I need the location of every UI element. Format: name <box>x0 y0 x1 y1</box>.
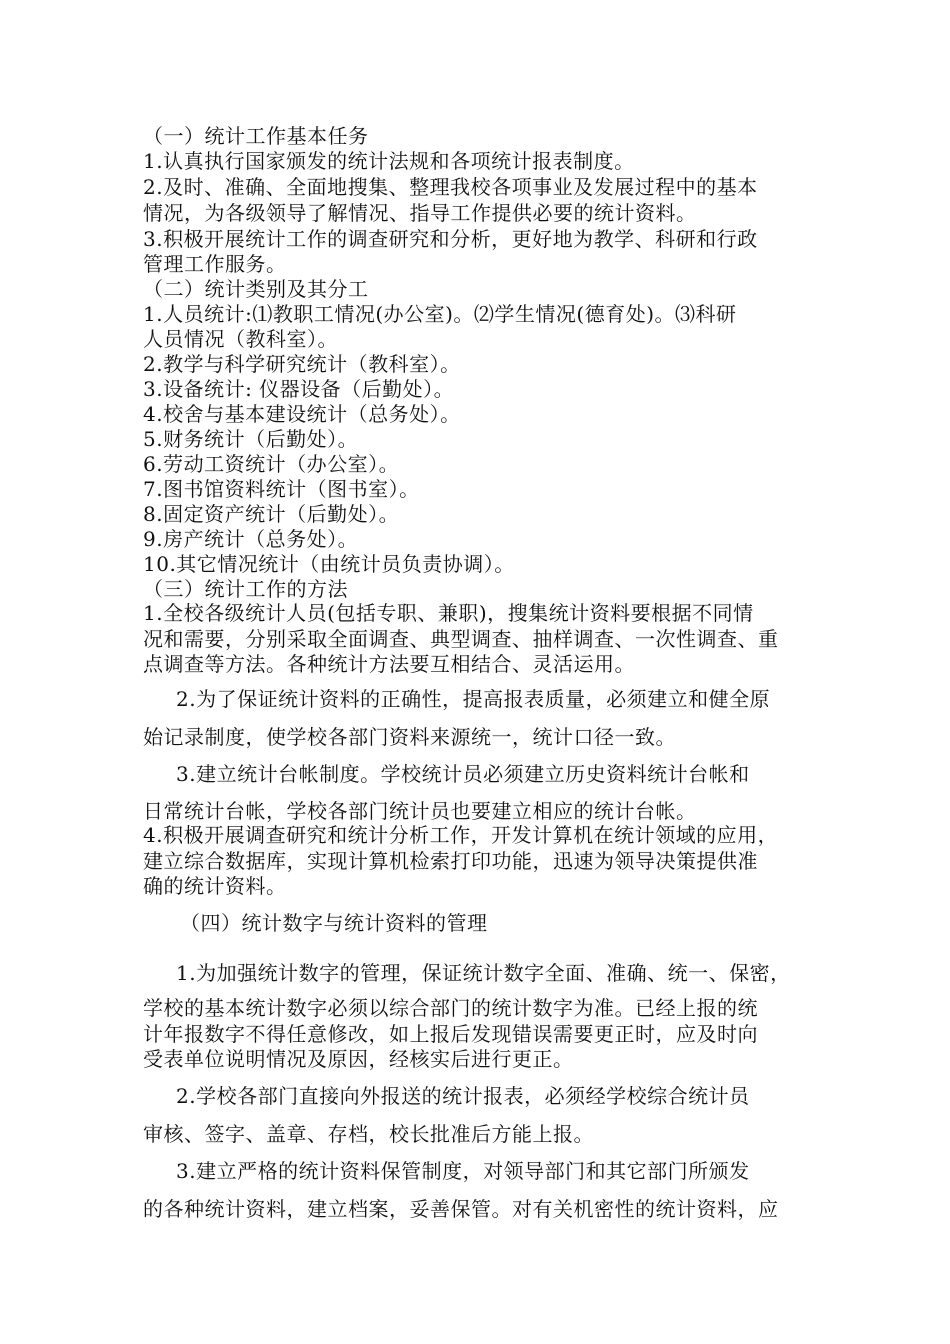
paragraph-line: 3.建立严格的统计资料保管制度，对领导部门和其它部门所颁发 <box>176 1159 750 1183</box>
paragraph-line: 1.全校各级统计人员(包括专职、兼职)，搜集统计资料要根据不同情 <box>143 601 754 625</box>
paragraph-line: 的各种统计资料，建立档案，妥善保管。对有关机密性的统计资料，应 <box>143 1197 779 1221</box>
paragraph-line: 3.建立统计台帐制度。学校统计员必须建立历史资料统计台帐和 <box>176 762 750 786</box>
paragraph-line: 审核、签字、盖章、存档，校长批准后方能上报。 <box>143 1122 594 1146</box>
paragraph-line: 3.积极开展统计工作的调查研究和分析，更好地为教学、科研和行政 <box>143 227 758 251</box>
paragraph-line: 2.及时、准确、全面地搜集、整理我校各项事业及发展过程中的基本 <box>143 175 758 199</box>
paragraph-line: 4.积极开展调查研究和统计分析工作，开发计算机在统计领域的应用， <box>143 823 779 847</box>
paragraph-line: 2.教学与科学研究统计（教科室）。 <box>143 352 461 376</box>
section-heading-1: （一）统计工作基本任务 <box>143 124 369 148</box>
paragraph-line: 计年报数字不得任意修改，如上报后发现错误需要更正时，应及时向 <box>143 1022 758 1046</box>
paragraph-line: 受表单位说明情况及原因，经核实后进行更正。 <box>143 1047 574 1071</box>
paragraph-line: 1.认真执行国家颁发的统计法规和各项统计报表制度。 <box>143 149 635 173</box>
paragraph-line: 9.房产统计（总务处）。 <box>143 527 359 551</box>
paragraph-line: 始记录制度，使学校各部门资料来源统一，统计口径一致。 <box>143 725 676 749</box>
paragraph-line: 2.学校各部门直接向外报送的统计报表，必须经学校综合统计员 <box>176 1084 750 1108</box>
paragraph-line: 1.为加强统计数字的管理，保证统计数字全面、准确、统一、保密， <box>176 961 791 985</box>
paragraph-line: 8.固定资产统计（后勤处）。 <box>143 502 400 526</box>
paragraph-line: 建立综合数据库，实现计算机检索打印功能，迅速为领导决策提供准 <box>143 849 758 873</box>
paragraph-line: 况和需要，分别采取全面调查、典型调查、抽样调查、一次性调查、重 <box>143 627 779 651</box>
paragraph-line: 10.其它情况统计（由统计员负责协调）。 <box>143 552 515 576</box>
paragraph-line: 情况，为各级领导了解情况、指导工作提供必要的统计资料。 <box>143 201 697 225</box>
paragraph-line: 点调查等方法。各种统计方法要互相结合、灵活运用。 <box>143 652 635 676</box>
paragraph-line: 确的统计资料。 <box>143 874 287 898</box>
paragraph-line: 6.劳动工资统计（办公室）。 <box>143 452 400 476</box>
section-heading-4: （四）统计数字与统计资料的管理 <box>180 911 488 935</box>
section-heading-2: （二）统计类别及其分工 <box>143 277 369 301</box>
paragraph-line: 5.财务统计（后勤处）。 <box>143 427 359 451</box>
paragraph-line: 管理工作服务。 <box>143 252 287 276</box>
paragraph-line: 7.图书馆资料统计（图书室）。 <box>143 477 420 501</box>
paragraph-line: 1.人员统计:⑴教职工情况(办公室)。⑵学生情况(德育处)。⑶科研 <box>143 302 737 326</box>
paragraph-line: 日常统计台帐，学校各部门统计员也要建立相应的统计台帐。 <box>143 799 697 823</box>
paragraph-line: 人员情况（教科室）。 <box>143 327 338 351</box>
paragraph-line: 学校的基本统计数字必须以综合部门的统计数字为准。已经上报的统 <box>143 996 758 1020</box>
paragraph-line: 3.设备统计: 仪器设备（后勤处）。 <box>143 377 455 401</box>
section-heading-3: （三）统计工作的方法 <box>143 577 348 601</box>
paragraph-line: 4.校舍与基本建设统计（总务处）。 <box>143 402 461 426</box>
paragraph-line: 2.为了保证统计资料的正确性，提高报表质量，必须建立和健全原 <box>176 687 771 711</box>
